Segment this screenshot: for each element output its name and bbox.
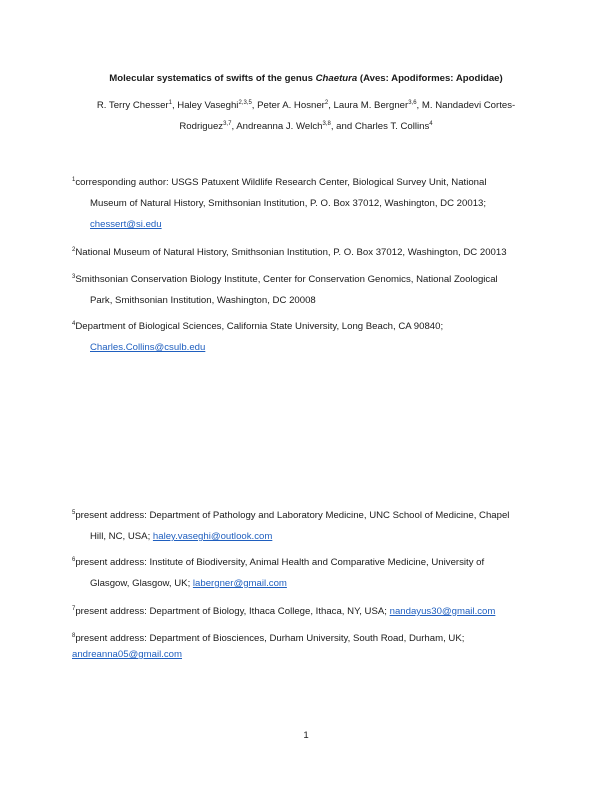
present-address-6 bbox=[72, 557, 484, 569]
affil-marker: 5 bbox=[72, 510, 76, 516]
title-genus: Chaetura bbox=[315, 73, 358, 84]
affiliation-1-line-3 bbox=[90, 219, 162, 231]
author-name: R. Terry Chesser bbox=[96, 100, 169, 111]
author-name: , and Charles T. Collins bbox=[330, 121, 430, 132]
author-affil-marker: 3,7 bbox=[223, 121, 232, 127]
affiliation-4 bbox=[72, 321, 443, 333]
author-list-line-1 bbox=[0, 100, 612, 112]
affil-text: National Museum of Natural History, Smithsonian Institution, P. O. Box 37012, Washington, DC 20013 bbox=[75, 247, 507, 258]
author-affil-marker: 2 bbox=[324, 100, 329, 106]
author-affil-marker: 3,8 bbox=[322, 121, 331, 127]
affil-text: present address: Department of Biology, Ithaca College, Ithaca, NY, USA; bbox=[75, 606, 390, 617]
affil-text: Glasgow, Glasgow, UK; bbox=[90, 578, 193, 589]
author-affil-marker: 1 bbox=[168, 100, 172, 106]
affiliation-3 bbox=[72, 274, 498, 286]
affil-text: Park, Smithsonian Institution, Washington, DC 20008 bbox=[90, 295, 316, 306]
author-name: , M. Nandadevi Cortes- bbox=[416, 100, 516, 111]
affil-marker: 1 bbox=[72, 177, 76, 183]
affiliation-1 bbox=[72, 177, 486, 189]
paper-title bbox=[0, 73, 612, 85]
affil-text: Smithsonian Conservation Biology Institute, Center for Conservation Genomics, National Zoological bbox=[75, 274, 498, 285]
email-link[interactable]: nandayus30@gmail.com bbox=[389, 606, 496, 617]
affiliation-2 bbox=[72, 247, 507, 259]
author-name: , Peter A. Hosner bbox=[251, 100, 325, 111]
present-address-8-line-2 bbox=[72, 649, 182, 661]
affil-marker: 4 bbox=[72, 321, 76, 327]
present-address-5-line-2 bbox=[90, 531, 272, 543]
affil-marker: 8 bbox=[72, 633, 76, 639]
affil-text: Hill, NC, USA; bbox=[90, 531, 153, 542]
author-list-line-2 bbox=[0, 121, 612, 133]
affil-text: present address: Department of Pathology and Laboratory Medicine, UNC School of Medicine, Chapel bbox=[75, 510, 510, 521]
author-name: , Andreanna J. Welch bbox=[231, 121, 323, 132]
affil-marker: 7 bbox=[72, 606, 76, 612]
title-post: (Aves: Apodiformes: Apodidae) bbox=[357, 73, 503, 84]
present-address-7 bbox=[72, 606, 495, 618]
email-link[interactable]: labergner@gmail.com bbox=[192, 578, 287, 589]
affil-text: corresponding author: USGS Patuxent Wildlife Research Center, Biological Survey Unit, National bbox=[75, 177, 487, 188]
affiliation-1-line-2 bbox=[90, 198, 486, 210]
present-address-5 bbox=[72, 510, 509, 522]
email-link[interactable]: andreanna05@gmail.com bbox=[72, 649, 183, 660]
author-name: , Laura M. Bergner bbox=[328, 100, 409, 111]
present-address-8 bbox=[72, 633, 464, 645]
email-link[interactable]: haley.vaseghi@outlook.com bbox=[152, 531, 273, 542]
author-affil-marker: 2,3,5 bbox=[238, 100, 252, 106]
affil-marker: 3 bbox=[72, 274, 76, 280]
affil-text: present address: Department of Biosciences, Durham University, South Road, Durham, UK; bbox=[75, 633, 465, 644]
affil-text: Museum of Natural History, Smithsonian Institution, P. O. Box 37012, Washington, DC 20013; bbox=[90, 198, 487, 209]
email-link[interactable]: Charles.Collins@csulb.edu bbox=[90, 342, 206, 353]
title-pre: Molecular systematics of swifts of the genus bbox=[109, 73, 316, 84]
present-address-6-line-2 bbox=[90, 578, 287, 590]
affil-marker: 6 bbox=[72, 557, 76, 563]
author-name: , Haley Vaseghi bbox=[171, 100, 239, 111]
affil-text: Department of Biological Sciences, California State University, Long Beach, CA 90840; bbox=[75, 321, 444, 332]
affil-text: present address: Institute of Biodiversity, Animal Health and Comparative Medicine, University of bbox=[75, 557, 485, 568]
affil-marker: 2 bbox=[72, 247, 76, 253]
author-name: Rodriguez bbox=[179, 121, 224, 132]
author-affil-marker: 3,6 bbox=[408, 100, 417, 106]
page-number: 1 bbox=[303, 730, 309, 741]
affiliation-3-line-2 bbox=[90, 295, 316, 307]
affiliation-4-line-2 bbox=[90, 342, 205, 354]
author-affil-marker: 4 bbox=[429, 121, 433, 127]
email-link[interactable]: chessert@si.edu bbox=[90, 219, 162, 230]
